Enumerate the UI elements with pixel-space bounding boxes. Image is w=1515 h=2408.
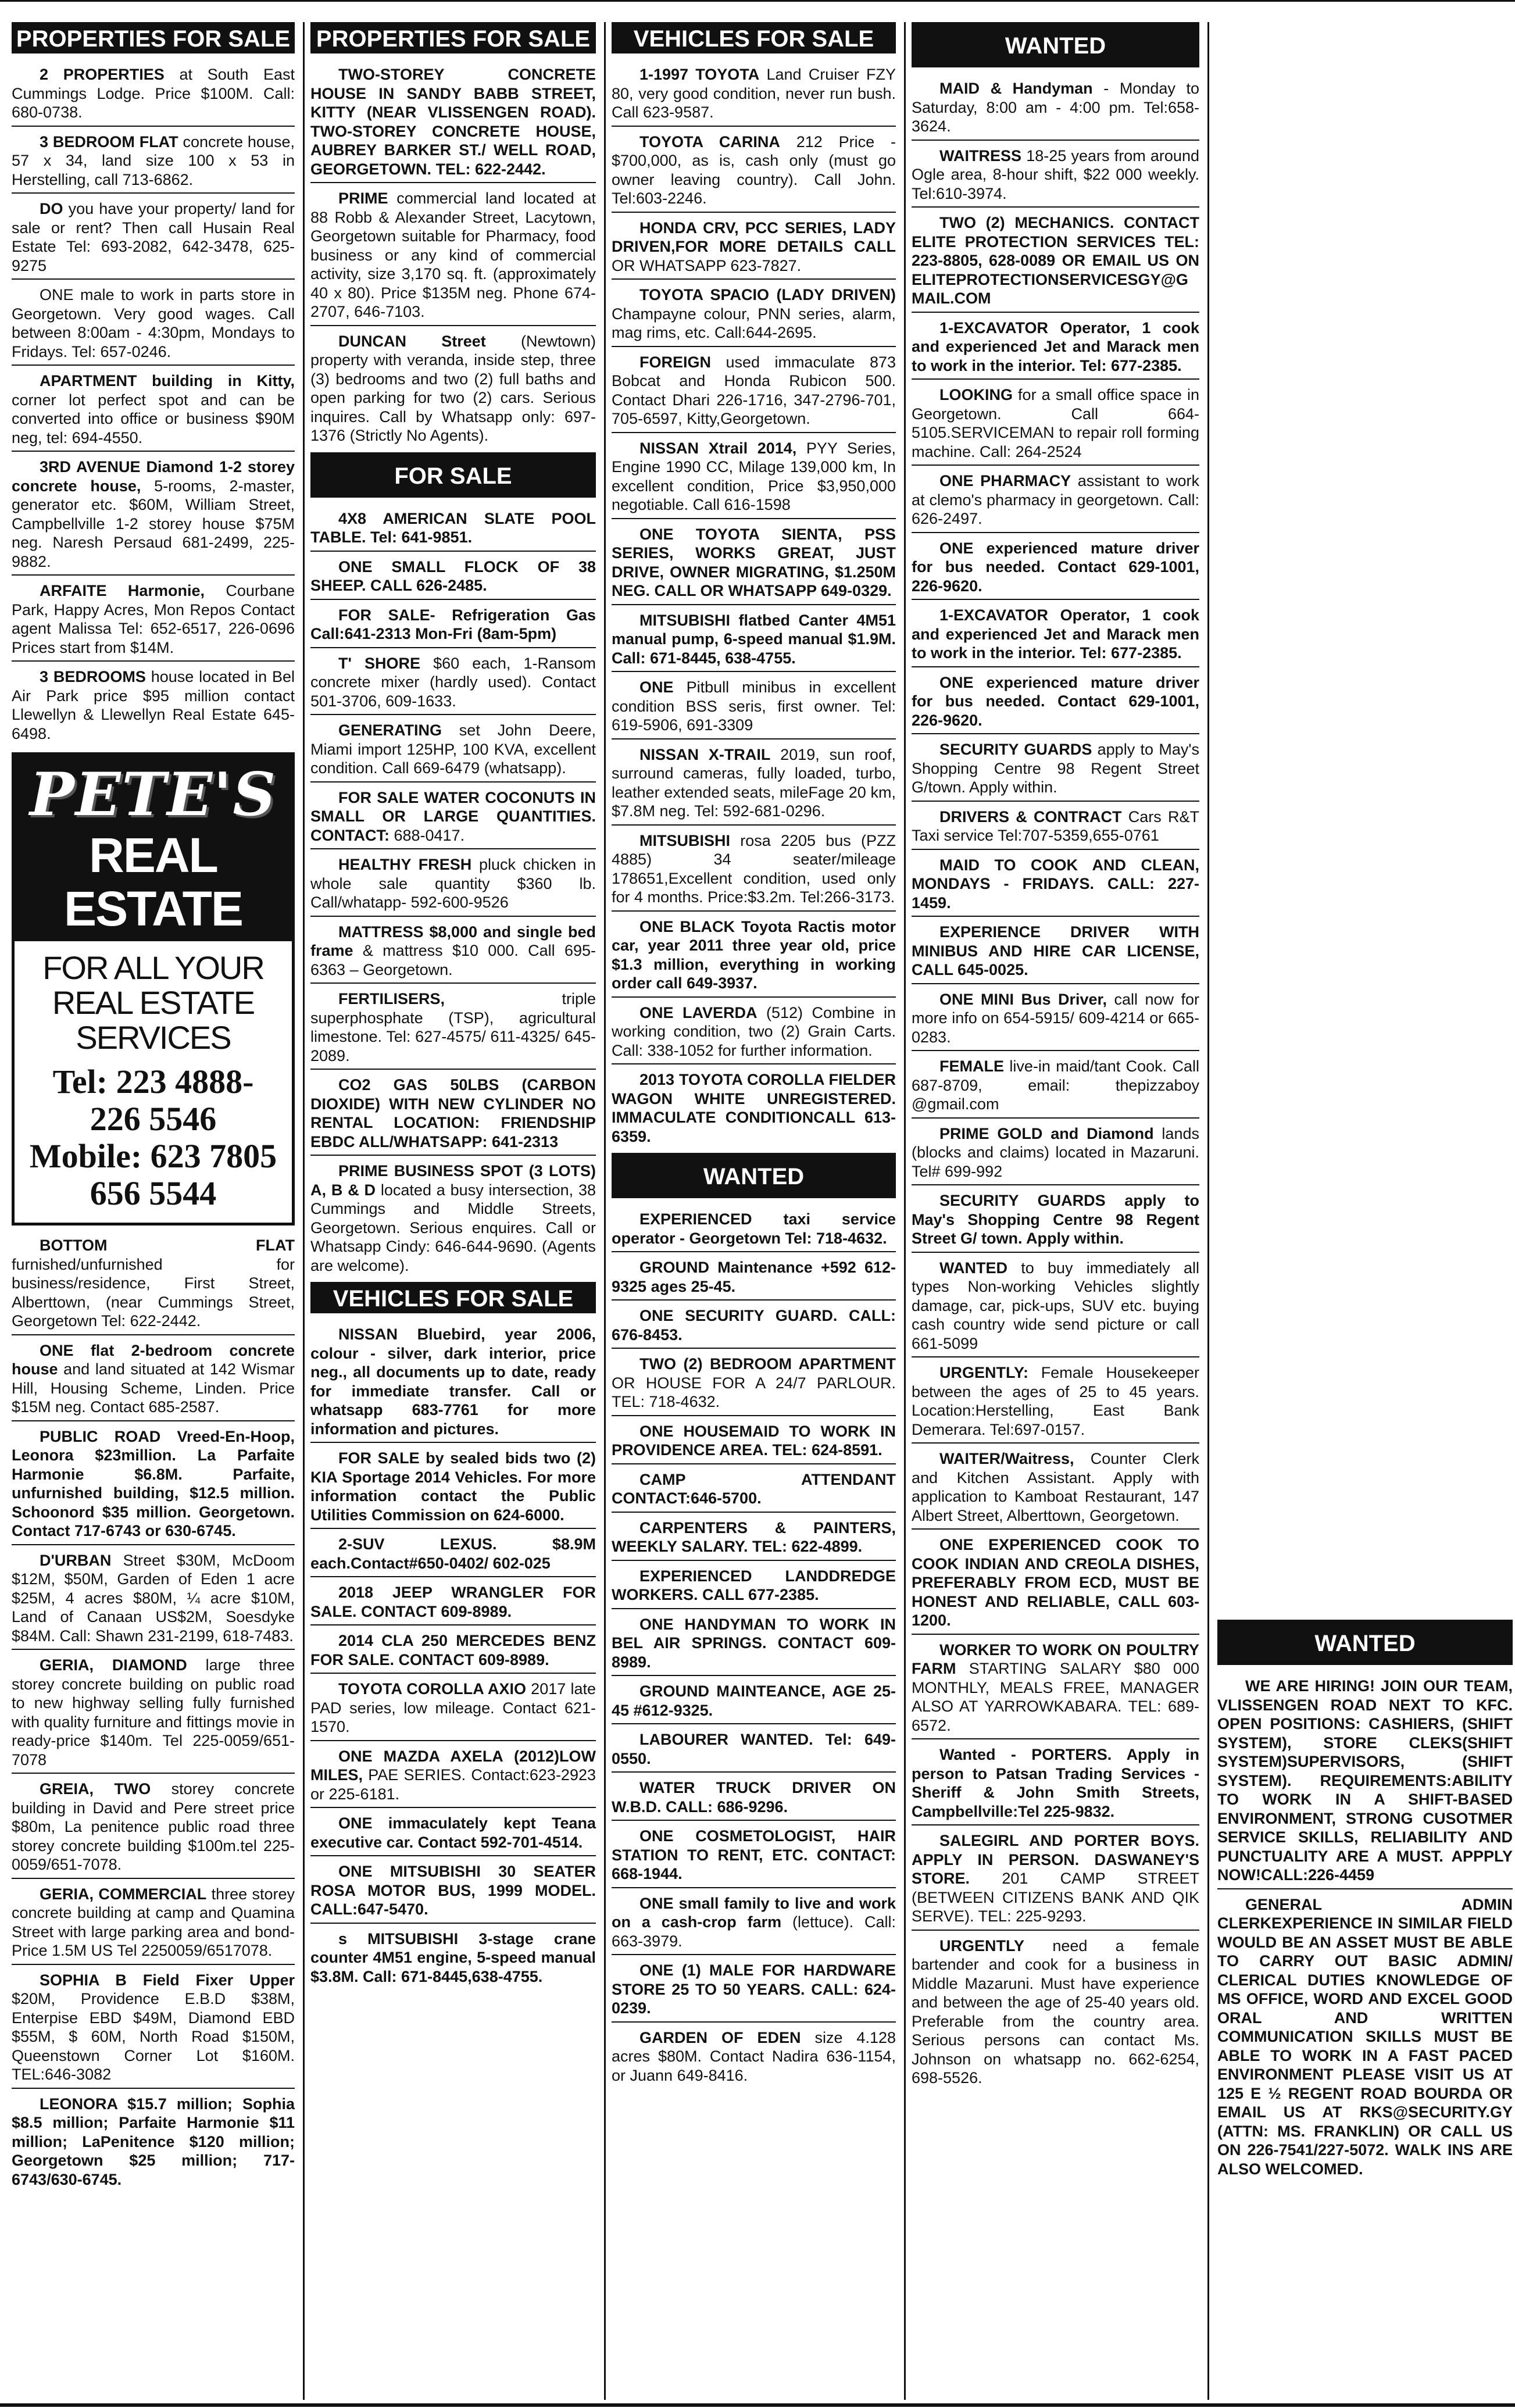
ad-lead: GERIA, DIAMOND [40, 1656, 187, 1674]
ad-lead: ONE HANDYMAN TO WORK IN BEL AIR SPRINGS. CONTACT 609-8989. [612, 1615, 896, 1671]
ad-body: call now for more info on 654-5915/ 609-4214 or 665-0283. [912, 990, 1200, 1046]
ad-lead: APARTMENT building in Kitty, [40, 372, 295, 390]
ad-lead: GROUND Maintenance +592 612-9325 ages 25-45. [612, 1259, 896, 1295]
ad-lead: 2-SUV LEXUS. $8.9M each.Contact#650-0402/ 602-025 [310, 1535, 596, 1572]
classified-ad [912, 316, 1199, 380]
ad-lead: MAID TO COOK AND CLEAN, MONDAYS - FRIDAYS. CALL: 227-1459. [912, 856, 1199, 912]
ad-lead: FOREIGN [639, 353, 712, 371]
ad-lead: EXPERIENCE DRIVER WITH MINIBUS AND HIRE CAR LICENSE, CALL 645-0025. [912, 923, 1199, 978]
ad-list [612, 1207, 896, 2088]
classified-ad [612, 1068, 896, 1149]
ad-lead: ONE COSMETOLOGIST, HAIR STATION TO RENT, ETC. CONTACT: 668-1944. [612, 1827, 896, 1882]
ad-lead: CO2 GAS 50LBS (CARBON DIOXIDE) WITH NEW CYLINDER NO RENTAL LOCATION: FRIENDSHIP EBDC ALL/WHATSAPP: 641-2313 [310, 1076, 596, 1151]
classified-ad [310, 786, 596, 850]
ad-lead: WANTED [939, 1259, 1007, 1277]
ad-lead: URGENTLY: [939, 1364, 1029, 1381]
section-header-for-sale: FOR SALE [310, 452, 596, 498]
ad-body: live-in maid/tant Cook. Call 687-8709, email: thepizzaboy @gmail.com [912, 1057, 1199, 1113]
ad-body: lands (blocks and claims) located in Mazaruni. Tel# 699-992 [912, 1124, 1199, 1180]
ad-lead: Wanted - PORTERS. Apply in person to Patsan Trading Services - Sheriff & John Smith Streets, Campbellville:Tel 225-9832. [912, 1746, 1199, 1820]
classified-ad [912, 211, 1199, 313]
ad-body: OR WHATSAPP 623-7827. [612, 256, 802, 274]
classified-ad [912, 1533, 1199, 1635]
petes-mobile-1: Mobile: 623 7805 [29, 1137, 277, 1175]
ad-body: pluck chicken in whole sale quantity $360 lb. Call/whatapp- 592-600-9526 [310, 856, 596, 911]
section-header-properties-for-sale: PROPERTIES FOR SALE [310, 22, 596, 53]
classified-ad [612, 130, 896, 213]
classified-ad [912, 603, 1199, 667]
ad-lead: ONE SMALL FLOCK OF 38 SHEEP. CALL 626-2485. [310, 558, 596, 594]
classified-ad [612, 1468, 896, 1513]
ad-lead: WORKER TO WORK ON POULTRY FARM [912, 1641, 1199, 1677]
ad-lead: GENERAL ADMIN CLERKEXPERIENCE IN SIMILAR FIELD WOULD BE AN ASSET MUST BE ABLE TO CARRY OUT BASIC ADMIN/ CLERICAL DUTIES KNOWLEDGE OF MS OFFICE, WORD AND EXCEL GOOD ORAL AND WRITTEN COMMUNICATION SKILLS MUST BE ABLE TO WORK IN A FAST PACED ENVIRONMENT PLEASE VISIT US AT 125 E ½ REGENT ROAD BOURDA OR EMAIL US AT RKS@SECURITY.GY (ATTN: MS. FRANKLIN) OR CALL US ON 226-7541/227-5072. WALK INS ARE ALSO WELCOMED. [1217, 1895, 1513, 2178]
classified-ad [612, 351, 896, 433]
classified-ad [612, 63, 896, 127]
ad-lead: ONE immaculately kept Teana executive car. Contact 592-701-4514. [310, 1814, 596, 1851]
ad-list [12, 1234, 295, 2192]
classified-ad [310, 1860, 596, 1924]
ad-lead: BOTTOM FLAT [40, 1237, 295, 1254]
classified-ad [310, 1677, 596, 1741]
classified-ad [612, 2026, 896, 2089]
ad-lead: URGENTLY [939, 1937, 1025, 1955]
ad-body: 18-25 years from around Ogle area, 8-hour shift, $22 000 weekly. Tel:610-3974. [912, 147, 1199, 202]
classified-ad [612, 1001, 896, 1065]
ad-lead: 3 BEDROOM FLAT [40, 133, 178, 151]
ad-lead: TOYOTA SPACIO (LADY DRIVEN) [639, 286, 896, 303]
classified-ad [612, 676, 896, 739]
classified-ad [310, 1159, 596, 1278]
ad-lead: ONE (1) MALE FOR HARDWARE STORE 25 TO 50 YEARS. CALL: 624-0239. [612, 1962, 896, 2017]
classified-ad [612, 216, 896, 280]
ad-lead: TWO (2) MECHANICS. CONTACT ELITE PROTECTION SERVICES TEL: 223-8805, 628-0089 OR EMAIL US ON ELITEPROTECTIONSERVICESGY@GMAIL.COM [912, 214, 1199, 307]
ad-list [12, 63, 295, 746]
classified-ad [912, 671, 1199, 735]
ad-list [1217, 1674, 1513, 2182]
classified-ad [310, 1745, 596, 1809]
classified-ad [912, 1055, 1199, 1119]
ad-lead: ONE PHARMACY [939, 472, 1071, 490]
ad-lead: 2013 TOYOTA COROLLA FIELDER WAGON WHITE UNREGISTERED. IMMACULATE CONDITIONCALL 613-6359. [612, 1071, 896, 1145]
ad-body: PYY Series, Engine 1990 CC, Milage 139,000 km, In excellent condition, Price $3,950,000 negotiable. Call 616-1598 [612, 439, 896, 513]
ad-lead: LABOURER WANTED. Tel: 649-0550. [612, 1731, 896, 1767]
classified-ad [12, 1339, 295, 1421]
ad-body: 5-rooms, 2-master, generator etc. $60M, William Street, Campbellville 1-2 storey house $75M neg. Naresh Persaud 681-2499, 225-9882. [12, 477, 295, 570]
classified-ad [310, 63, 596, 183]
ad-body: & mattress $10 000. Call 695-6363 – Georgetown. [310, 942, 596, 978]
classified-ad [912, 920, 1199, 984]
classified-ad [310, 1581, 596, 1625]
ad-lead: GARDEN OF EDEN [639, 2028, 801, 2046]
ad-body: large three storey concrete building on public road to new highway selling fully furnished with quality furniture and fittings movie in ready-price $140m. Tel 225-0059/651-7078 [12, 1656, 295, 1769]
classified-ad [612, 1892, 896, 1956]
section-header-vehicles-for-sale: VEHICLES FOR SALE [612, 22, 896, 53]
ad-lead: MATTRESS $8,000 and single bed frame [310, 923, 596, 959]
ad-lead: FOR SALE by sealed bids two (2) KIA Sportage 2014 Vehicles. For more information contact the Public Utilities Commission on 624-6000. [310, 1449, 596, 1524]
classified-ad [912, 805, 1199, 850]
top-rule [0, 0, 1515, 2]
ad-body: Counter Clerk and Kitchen Assistant. Apply with application to Kamboat Restaurant, 147 Albert Street, Alberttown, Georgetown. [912, 1450, 1199, 1524]
petes-subtitle: REAL ESTATE [64, 828, 242, 936]
ad-body: storey concrete building in David and Pere street price $80m, La penitence public road three storey concrete building $100m.tel 225-0059/651-7078. [12, 1780, 295, 1873]
ad-lead: WAITER/Waitress, [939, 1450, 1074, 1467]
ad-lead: 2018 JEEP WRANGLER FOR SALE. CONTACT 609-8989. [310, 1584, 596, 1620]
classified-ad [912, 738, 1199, 802]
classified-ad [12, 1968, 295, 2089]
ad-lead: 3RD AVENUE Diamond 1-2 storey concrete house, [12, 458, 295, 495]
classified-ad [612, 1728, 896, 1773]
classified-ad [912, 1447, 1199, 1530]
ad-lead: ONE BLACK Toyota Ractis motor car, year 2011 three year old, price $1.3 million, everything in working order call 649-3937. [612, 917, 896, 992]
ad-body: Land Cruiser FZY 80, very good condition, never run bush. Call 623-9587. [612, 66, 896, 121]
ad-lead: PRIME BUSINESS SPOT (3 LOTS) A, B & D [310, 1162, 596, 1199]
ad-body: furnished/unfurnished for business/residence, First Street, Alberttown, (near Cummings Street, Georgetown Tel: 622-2442. [12, 1255, 295, 1330]
ad-lead: s MITSUBISHI 3-stage crane counter 4M51 engine, 5-speed manual $3.8M. Call: 671-8445,638-4755. [310, 1930, 596, 1985]
ad-lead: GREIA, TWO [40, 1780, 151, 1798]
ad-lead: DO [40, 200, 63, 217]
classified-ad [912, 1743, 1199, 1825]
ad-lead: 4X8 AMERICAN SLATE POOL TABLE. Tel: 641-9851. [310, 509, 596, 546]
petes-tel-1: Tel: 223 4888- [52, 1063, 254, 1101]
petes-real-estate-ad [12, 752, 295, 1226]
ad-lead: MITSUBISHI flatbed Canter 4M51 manual pump, 6-speed manual $1.9M. Call: 671-8445, 638-4755. [612, 611, 896, 667]
classified-ad [12, 1234, 295, 1335]
ad-body: Street $30M, McDoom $12M, $50M, Garden of Eden 1 acre $25M, 4 acres $80M, ¼ acre $10M, Land of Canaan US$2M, Soesdyke $84M. Call: Shawn 231-2199, 618-7483. [12, 1551, 295, 1645]
classified-ad [12, 197, 295, 280]
classified-ad [12, 130, 295, 194]
ad-lead: LEONORA $15.7 million; Sophia $8.5 million; Parfaite Harmonie $11 million; LaPenitence $120 million; Georgetown $25 million; 717-6743/630-6745. [12, 2095, 295, 2188]
ad-lead: ONE MAZDA AXELA (2012)LOW MILES, [310, 1747, 596, 1784]
classified-ad [612, 1824, 896, 1888]
classified-ad [310, 555, 596, 600]
ad-lead: CAMP ATTENDANT CONTACT:646-5700. [612, 1470, 896, 1507]
classified-ad [912, 1256, 1199, 1358]
ad-body: assistant to work at clemo's pharmacy in georgetown. Call: 626-2497. [912, 472, 1200, 527]
classified-ad [12, 283, 295, 366]
ad-lead: FEMALE [939, 1057, 1004, 1075]
classified-ad [310, 187, 596, 326]
ad-body: (Newtown) property with veranda, inside step, three (3) bedrooms and two (2) full baths and open parking for two (2) cars. Serious inquires. Call by Whatsapp only: 697-1376 (Strictly No Agents). [310, 332, 596, 444]
section-header-wanted: WANTED [912, 22, 1199, 67]
petes-tagline: FOR ALL YOUR REAL ESTATE SERVICES [42, 949, 264, 1056]
ad-body: $20M, Providence E.B.D $38M, Enterpise EBD $49M, Diamond EBD $55M, $ 60M, North Road $150M, Queenstown Corner Lot $160M. TEL:646-3082 [12, 1990, 295, 2083]
classified-ad [612, 829, 896, 912]
ad-body: - Monday to Saturday, 8:00 am - 4:00 pm. Tel:658-3624. [912, 80, 1199, 135]
classified-ad [310, 507, 596, 552]
classified-ad [310, 853, 596, 917]
classified-ad [612, 1564, 896, 1609]
classified-ad [12, 665, 295, 746]
ad-body: triple superphosphate (TSP), agricultural limestone. Tel: 627-4575/ 611-4325/ 645-2089. [310, 990, 596, 1064]
ad-lead: ONE TOYOTA SIENTA, PSS SERIES, WORKS GREAT, JUST DRIVE, OWNER MIGRATING, $1.250M NEG. CALL OR WHATSAPP 649-0329. [612, 525, 896, 599]
ad-body: three storey concrete building at camp and Quamina Street with large parking area and bond- Price 1.5M US Tel 2250059/6517078. [12, 1885, 295, 1959]
classified-ad [310, 719, 596, 783]
ad-lead: DUNCAN Street [338, 332, 486, 350]
classified-ad [12, 1777, 295, 1879]
ad-body: need a female bartender and cook for a business in Middle Mazaruni. Must have experience and between the age of 25-40 years old. Preferable from the country area. Serious persons can contact Ms. Johnson on whatsapp no. 662-6254, 698-5526. [912, 1937, 1199, 2087]
ad-lead: TOYOTA CARINA [639, 133, 780, 151]
classified-ad [912, 1934, 1199, 2091]
classified-ad [12, 455, 295, 576]
ad-lead: GERIA, COMMERCIAL [40, 1885, 207, 1903]
ad-body: 201 CAMP STREET (BETWEEN CITIZENS BANK AND QIK SERVE). TEL: 225-9293. [912, 1870, 1199, 1925]
classified-ad [310, 1812, 596, 1856]
petes-mobile-2: 656 5544 [90, 1174, 217, 1212]
ad-body: commercial land located at 88 Robb & Alexander Street, Lacytown, Georgetown suitable for Pharmacy, food business or any kind of commercial activity, size 3,170 sq. ft. (approximately 40 x 80). Price $135M neg. Phone 674-2707, 646-7103. [310, 190, 596, 320]
classified-ad [612, 609, 896, 673]
classified-ad [912, 383, 1199, 466]
blank-space [1217, 22, 1513, 1620]
classified-ad [612, 1613, 896, 1677]
classified-ad [310, 330, 596, 449]
classified-ad [612, 1959, 896, 2023]
ad-lead: SOPHIA B Field Fixer Upper [40, 1971, 295, 1989]
ad-lead: TOYOTA COROLLA AXIO [338, 1680, 526, 1698]
ad-lead: HONDA CRV, PCC SERIES, LADY DRIVEN,FOR MORE DETAILS CALL [612, 219, 896, 255]
column-4 [906, 22, 1209, 2400]
section-header-vehicles-for-sale: VEHICLES FOR SALE [310, 1282, 596, 1313]
ad-body: house located in Bel Air Park price $95 million contact Llewellyn & Llewellyn Real Estate 645-6498. [12, 668, 295, 742]
ad-lead: LOOKING [939, 386, 1013, 403]
classified-ad [912, 77, 1199, 141]
ad-lead: DRIVERS & CONTRACT [939, 808, 1122, 826]
classified-ad [310, 1927, 596, 1990]
classified-ad [612, 1680, 896, 1724]
ad-list [310, 507, 596, 1279]
classified-ad [12, 63, 295, 127]
ad-lead: WE ARE HIRING! JOIN OUR TEAM, VLISSENGEN ROAD NEXT TO KFC. OPEN POSITIONS: CASHIERS, (SHIFT SYSTEM), STORE CLEKS(SHIFT SYSTEM)SUPERVISORS, (SHIFT SYSTEM). REQUIREMENTS:ABILITY TO WORK IN A SHIFT-BASED ENVIRONMENT, STRONG CUSOTMER SERVICE SKILLS, RELIABILITY AND PUNCTUALITY ARE A MUST. APPPLY NOW!CALL:226-4459 [1217, 1677, 1513, 1884]
bottom-rule [0, 2403, 1515, 2407]
classified-ad [12, 1882, 295, 1965]
ad-lead: ARFAITE Harmonie, [40, 582, 205, 599]
ad-lead: ONE EXPERIENCED COOK TO COOK INDIAN AND CREOLA DISHES, PREFERABLY FROM ECD, MUST BE HONEST AND RELIABLE, CALL 603-1200. [912, 1536, 1199, 1629]
ad-body: apply to May's Shopping Centre 98 Regent Street G/town. Apply within. [912, 741, 1199, 796]
ad-lead: CARPENTERS & PAINTERS, WEEKLY SALARY. TEL: 622-4899. [612, 1519, 896, 1555]
classified-ad [612, 1776, 896, 1821]
ad-lead: ONE experienced mature driver for bus needed. Contact 629-1001, 226-9620. [912, 673, 1199, 729]
ad-body: PAE SERIES. Contact:623-2923 or 225-6181. [310, 1766, 596, 1803]
ad-body: Female Housekeeper between the ages of 25 to 45 years. Location:Herstelling, East Bank Demerara. Tel:697-0157. [912, 1364, 1199, 1438]
ad-body: (512) Combine in working condition, two (2) Grain Carts. Call: 338-1052 for further information. [612, 1003, 896, 1059]
classified-ad [310, 1323, 596, 1443]
ad-lead: 1-EXCAVATOR Operator, 1 cook and experienced Jet and Marack men to work in the interior. Tel: 677-2385. [912, 319, 1199, 374]
classified-ad [310, 920, 596, 984]
ad-body: size 4.128 acres $80M. Contact Nadira 636-1154, or Juann 649-8416. [612, 2028, 896, 2084]
classified-ad [912, 537, 1199, 601]
ad-body: STARTING SALARY $80 000 MONTHLY, MEALS FREE, MANAGER ALSO AT YARROWKABARA. TEL: 689-6572. [912, 1660, 1199, 1734]
ad-body: concrete house, 57 x 34, land size 100 x 53 in Herstelling, call 713-6862. [12, 133, 295, 188]
section-header-wanted: WANTED [612, 1153, 896, 1198]
ad-lead: NISSAN Xtrail 2014, [639, 439, 797, 457]
ad-body: set John Deere, Miami import 125HP, 100 KVA, excellent condition. Call 669-6479 (whatsapp). [310, 721, 596, 777]
ad-body: used immaculate 873 Bobcat and Honda Rubicon 500. Contact Dhari 226-1716, 347-2796-701, 705-6597, Kitty,Georgetown. [612, 353, 896, 427]
classified-ad [912, 1638, 1199, 1740]
ad-body: ONE male to work in parts store in Georgetown. Very good wages. Call between 8:00am - 4:30pm, Mondays to Fridays. Tel: 657-0246. [12, 286, 295, 360]
ad-body: 2019, sun roof, surround cameras, fully loaded, turbo, leather extended seats, mileFage 20 km, $7.8M neg. Tel: 592-681-0296. [612, 745, 896, 820]
petes-tel-2: 226 5546 [90, 1100, 217, 1138]
ad-lead: NISSAN Bluebird, year 2006, colour - silver, dark interior, price neg., all documents up to date, ready for immediate transfer. Call or whatsapp 683-7761 for more information and pictures. [310, 1326, 596, 1438]
ad-lead: TWO (2) BEDROOM APARTMENT [639, 1355, 896, 1373]
classified-ad [12, 1549, 295, 1650]
classified-ad [310, 1532, 596, 1577]
classified-ad [612, 1256, 896, 1301]
classified-ad [612, 437, 896, 519]
ad-body: (lettuce). Call: 663-3979. [612, 1913, 896, 1950]
ad-lead: D'URBAN [40, 1551, 112, 1569]
classified-ad [612, 915, 896, 998]
ad-lead: 1-EXCAVATOR Operator, 1 cook and experienced Jet and Marack men to work in the interior. Tel: 677-2385. [912, 606, 1199, 662]
ad-lead: EXPERIENCED taxi service operator - Georgetown Tel: 718-4632. [612, 1210, 896, 1247]
ad-body: 212 Price - $700,000, as is, cash only (must go owner leaving country). Call John. Tel:603-2246. [612, 133, 896, 207]
classified-ad [612, 1516, 896, 1561]
ad-lead: GENERATING [338, 721, 442, 739]
ad-lead: SECURITY GUARDS apply to May's Shopping Centre 98 Regent Street G/ town. Apply within. [912, 1192, 1199, 1247]
classified-ad [612, 523, 896, 605]
classified-ad [912, 988, 1199, 1052]
petes-name: PETE'S [30, 760, 277, 830]
ad-list [310, 1323, 596, 1989]
ad-body: to buy immediately all types Non-working Vehicles slightly damage, car, pick-ups, SUV etc. buying cash country wide send picture or call 661-5099 [912, 1259, 1199, 1352]
column-1 [8, 22, 305, 2400]
ad-lead: 3 BEDROOMS [40, 668, 146, 685]
classified-ad [612, 1207, 896, 1252]
classified-ad [12, 2092, 295, 2193]
ad-lead: FOR SALE WATER COCONUTS IN SMALL OR LARGE QUANTITIES. CONTACT: [310, 788, 596, 844]
ad-body: $60 each, 1-Ransom concrete mixer (hardly used). Contact 501-3706, 609-1633. [310, 654, 596, 710]
ad-lead: HEALTHY FRESH [338, 856, 472, 873]
ad-body: rosa 2205 bus (PZZ 4885) 34 seater/mileage 178651,Excellent condition, used only for 4 months. Price:$3.2m. Tel:266-3173. [612, 831, 896, 906]
ad-lead: PRIME [338, 190, 388, 207]
classified-ad [12, 1653, 295, 1774]
classified-ad [310, 1629, 596, 1674]
classified-ad [310, 603, 596, 648]
ad-lead: TWO-STOREY CONCRETE HOUSE IN SANDY BABB STREET, KITTY (NEAR VLISSENGEN ROAD). TWO-STOREY CONCRETE HOUSE, AUBREY BARKER ST./ WELL ROAD, GEORGETOWN. TEL: 622-2442. [310, 66, 596, 178]
classified-ad [912, 469, 1199, 533]
classified-ad [612, 743, 896, 826]
ad-lead: PRIME GOLD and Diamond [939, 1124, 1154, 1142]
ad-lead: ONE MITSUBISHI 30 SEATER ROSA MOTOR BUS, 1999 MODEL. CALL:647-5470. [310, 1863, 596, 1918]
section-header-properties-for-sale: PROPERTIES FOR SALE [12, 22, 295, 53]
classified-ad [1217, 1674, 1513, 1889]
classified-ad [12, 1425, 295, 1545]
classified-ad [912, 1829, 1199, 1931]
classified-ad [310, 987, 596, 1070]
classified-ad [612, 1420, 896, 1464]
ad-lead: ONE small family to live and work on a cash-crop farm [612, 1894, 896, 1931]
ad-lead: ONE flat 2-bedroom concrete house [12, 1341, 295, 1378]
ad-lead: FOR SALE- Refrigeration Gas Call:641-2313 Mon-Fri (8am-5pm) [310, 606, 596, 642]
ad-lead: MAID & Handyman [939, 80, 1093, 97]
ad-body: Pitbull minibus in excellent condition BSS seris, first owner. Tel: 619-5906, 691-3309 [612, 678, 896, 734]
classified-ad [310, 1073, 596, 1156]
ad-lead: MITSUBISHI [639, 831, 731, 849]
classified-ad [612, 283, 896, 347]
petes-phones [15, 1060, 292, 1223]
column-2 [305, 22, 606, 2400]
ad-body: for a small office space in Georgetown. Call 664-5105.SERVICEMAN to repair roll forming machine. Call: 264-2524 [912, 386, 1199, 460]
ad-lead: ONE experienced mature driver for bus needed. Contact 629-1001, 226-9620. [912, 539, 1199, 595]
classified-ad [912, 144, 1199, 208]
ad-body: Cars R&T Taxi service Tel:707-5359,655-0761 [912, 808, 1199, 844]
section-header-wanted: WANTED [1217, 1620, 1513, 1665]
ad-body: 2017 late PAD series, low mileage. Contact 621-1570. [310, 1680, 596, 1735]
column-5 [1209, 22, 1515, 2400]
ad-lead: NISSAN X-TRAIL [639, 745, 771, 763]
ad-lead: EXPERIENCED LANDDREDGE WORKERS. CALL 677-2385. [612, 1567, 896, 1603]
ad-body: OR HOUSE FOR A 24/7 PARLOUR. TEL: 718-4632. [612, 1374, 896, 1410]
ad-body: 688-0417. [389, 826, 465, 844]
ad-body: Courbane Park, Happy Acres, Mon Repos Contact agent Malissa Tel: 652-6517, 226-0696 Prices start from $14M. [12, 582, 295, 656]
ad-lead: ONE LAVERDA [639, 1003, 758, 1021]
classified-ad [912, 853, 1199, 917]
ad-lead: WATER TRUCK DRIVER ON W.B.D. CALL: 686-9296. [612, 1779, 896, 1816]
ad-list [612, 63, 896, 1149]
ad-lead: 2014 CLA 250 MERCEDES BENZ FOR SALE. CONTACT 609-8989. [310, 1632, 596, 1669]
ad-list [310, 63, 596, 449]
classified-ad [12, 579, 295, 662]
ad-lead: ONE [639, 678, 674, 696]
classified-ad [12, 369, 295, 452]
ad-lead: 1-1997 TOYOTA [639, 66, 760, 83]
ad-body: Champayne colour, PNN series, alarm, mag rims, etc. Call:644-2695. [612, 305, 896, 341]
ad-lead: 2 PROPERTIES [40, 66, 165, 83]
ad-lead: T' SHORE [338, 654, 421, 672]
ad-lead: ONE SECURITY GUARD. CALL: 676-8453. [612, 1307, 896, 1344]
ad-lead: GROUND MAINTEANCE, AGE 25-45 #612-9325. [612, 1682, 896, 1719]
ad-body: at South East Cummings Lodge. Price $100M. Call: 680-0738. [12, 66, 295, 121]
ad-lead: SECURITY GUARDS [939, 741, 1092, 758]
classified-ad [1217, 1893, 1513, 2182]
ad-body: and land situated at 142 Wismar Hill, Housing Scheme, Linden. Price $15M neg. Contact 685-2587. [12, 1360, 295, 1416]
classified-ad [310, 652, 596, 716]
ad-lead: WAITRESS [939, 147, 1022, 165]
column-3 [606, 22, 906, 2400]
classified-ad [612, 1352, 896, 1416]
ad-lead: SALEGIRL AND PORTER BOYS. APPLY IN PERSON. DASWANEY'S STORE. [912, 1832, 1199, 1887]
ad-list [912, 77, 1199, 2091]
ad-lead: PUBLIC ROAD Vreed-En-Hoop, Leonora $23million. La Parfaite Harmonie $6.8M. Parfaite, unfurnished building, $12.5 million. Schoonord $35 million. Georgetown. Contact 717-6743 or 630-6745. [12, 1427, 295, 1539]
ad-lead: FERTILISERS, [338, 990, 445, 1007]
classified-ad [612, 1304, 896, 1349]
ad-body: you have your property/ land for sale or rent? Then call Husain Real Estate Tel: 693-2082, 642-3478, 625-9275 [12, 200, 295, 274]
ad-body: located a busy intersection, 38 Cummings and Middle Streets, Georgetown. Serious enquires. Call or Whatsapp Cindy: 646-644-9690. (Agents are welcome). [310, 1181, 596, 1274]
classified-ad [912, 1189, 1199, 1253]
classified-ad [912, 1122, 1199, 1186]
ad-lead: ONE MINI Bus Driver, [939, 990, 1107, 1008]
ad-body: corner lot perfect spot and can be converted into office or business $90M neg, tel: 694-4550. [12, 391, 295, 446]
petes-logo [15, 755, 292, 941]
classified-ad [310, 1446, 596, 1529]
ad-lead: ONE HOUSEMAID TO WORK IN PROVIDENCE AREA. TEL: 624-8591. [612, 1422, 896, 1459]
classified-ad [912, 1361, 1199, 1444]
